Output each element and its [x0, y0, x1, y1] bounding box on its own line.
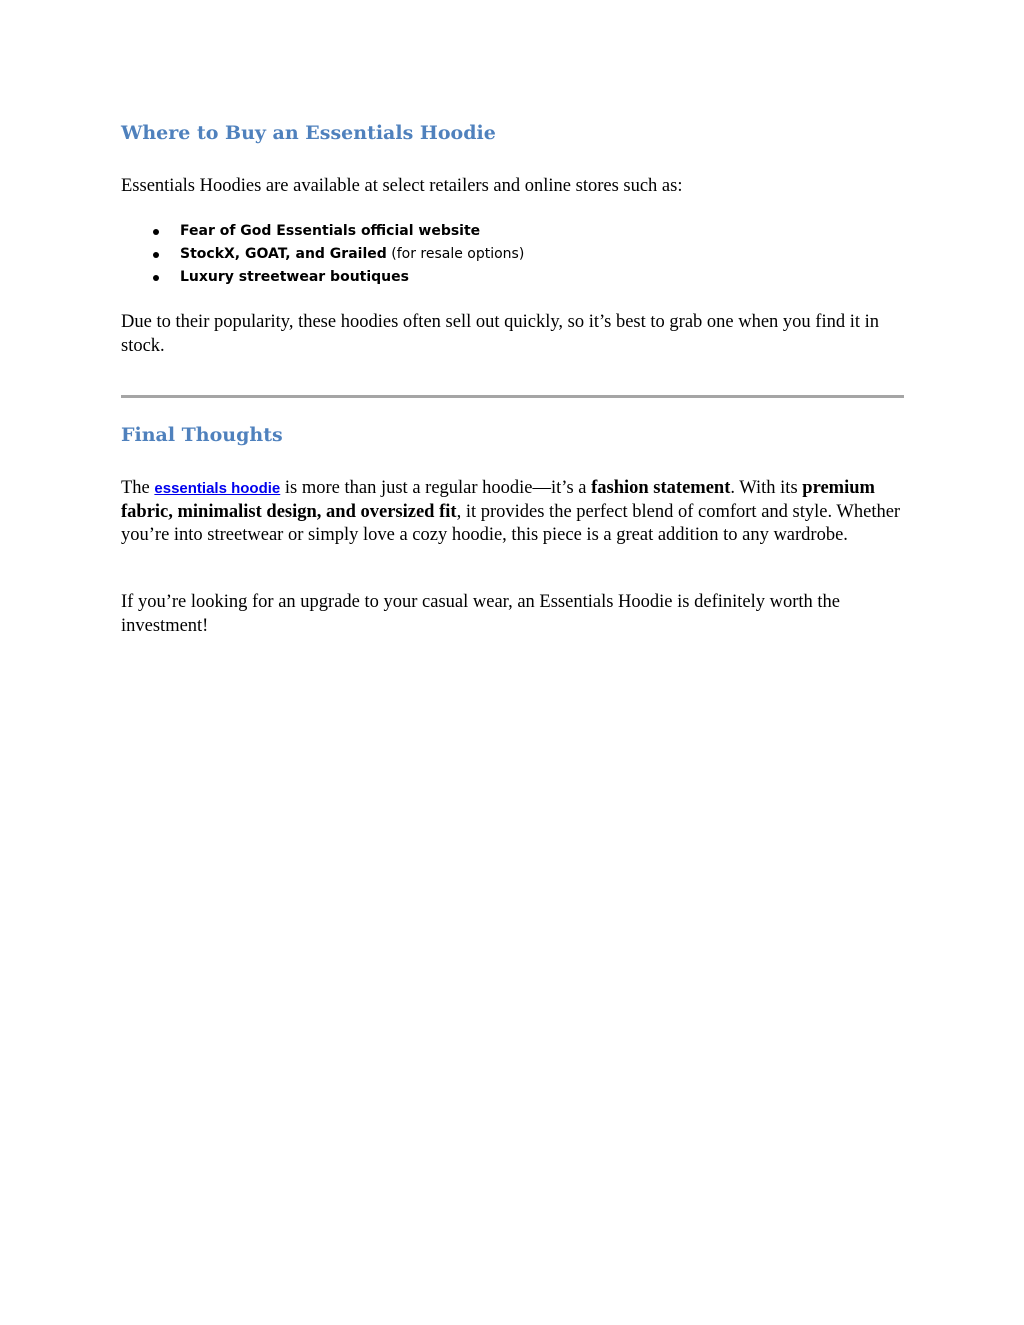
list-item — [121, 266, 524, 289]
upgrade-paragraph: If you’re looking for an upgrade to your casual wear, an Essentials Hoodie is definitely worth the investment! — [121, 592, 841, 636]
text-run: The — [121, 478, 155, 498]
list-item-bold: Luxury streetwear boutiques — [180, 269, 409, 285]
bullet-icon — [153, 252, 159, 258]
list-item — [121, 220, 524, 243]
text-run: . With its — [730, 478, 803, 498]
list-item-bold: Fear of God Essentials official website — [180, 223, 481, 239]
bullet-icon — [153, 275, 159, 281]
text-run: is more than just a regular hoodie—it’s a — [280, 478, 592, 498]
bold-phrase: premium fabric, minimalist design, and oversized fit — [121, 478, 875, 522]
availability-paragraph: Due to their popularity, these hoodies often sell out quickly, so it’s best to grab one when you find it in stock. — [121, 312, 880, 356]
text-run: , it provides the perfect blend of comfort and style. Whether you’re into streetwear or simply love a cozy hoodie, this piece is a great addition to any wardrobe. — [121, 501, 901, 545]
bold-phrase: fashion statement — [591, 478, 731, 498]
list-item-note: (for resale options) — [386, 246, 525, 262]
section-heading-where-to-buy: Where to Buy an Essentials Hoodie — [121, 122, 496, 144]
section-heading-final-thoughts: Final Thoughts — [121, 424, 283, 446]
list-item — [121, 243, 524, 266]
bullet-icon — [153, 229, 159, 235]
list-item-bold: StockX, GOAT, and Grailed — [180, 246, 387, 262]
horizontal-divider — [121, 395, 904, 398]
intro-paragraph: Essentials Hoodies are available at select retailers and online stores such as: — [121, 176, 683, 196]
retailer-list — [121, 220, 524, 289]
essentials-hoodie-link[interactable]: essentials hoodie — [154, 480, 281, 497]
final-thoughts-paragraph — [121, 477, 904, 548]
